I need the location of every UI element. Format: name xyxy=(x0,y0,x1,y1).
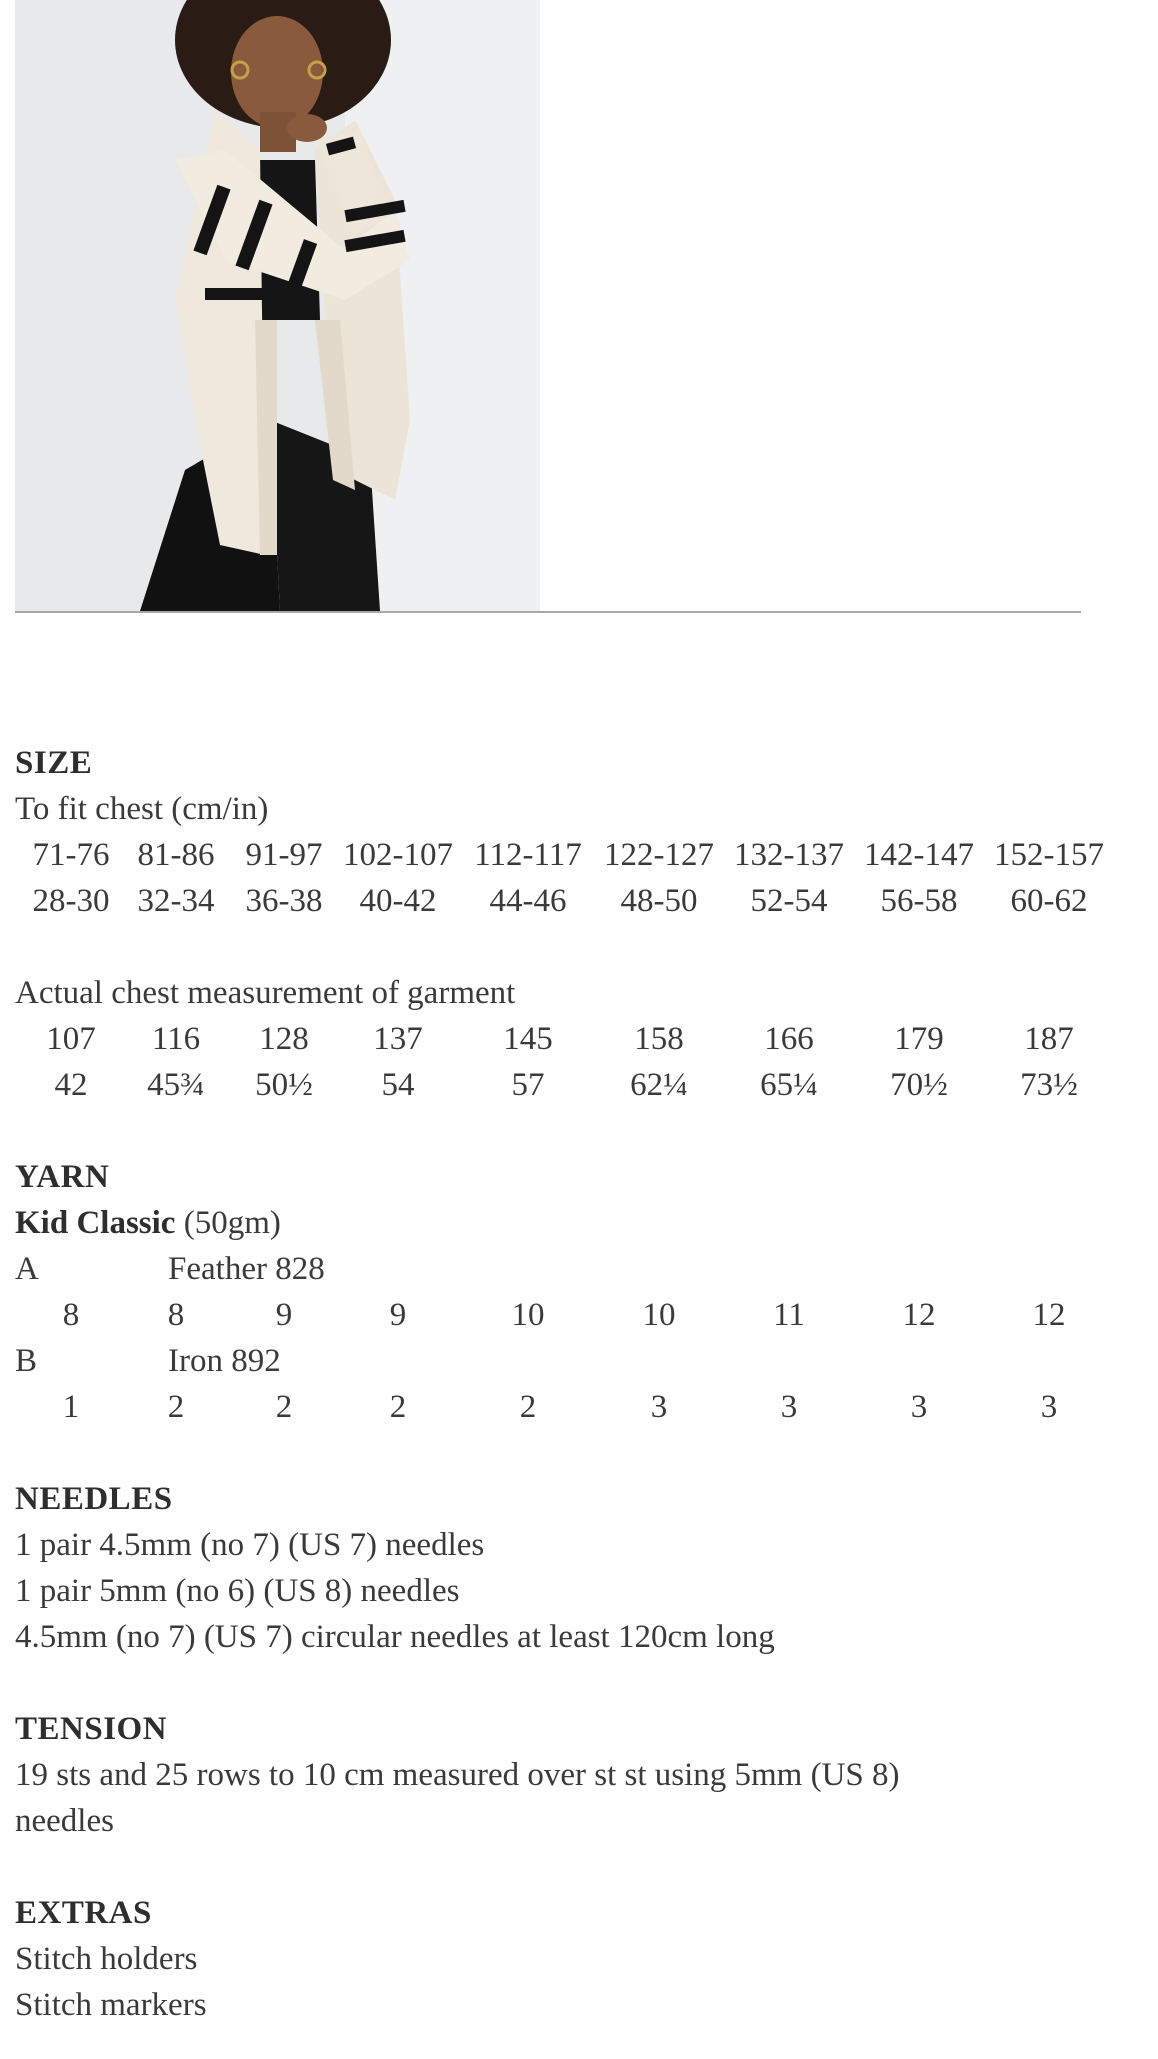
measurement-cell: 45¾ xyxy=(147,1067,205,1103)
measurement-cell: 73½ xyxy=(1020,1067,1078,1103)
measurement-cell: 42 xyxy=(54,1067,88,1103)
ball-count-cell: 11 xyxy=(773,1297,805,1333)
measurement-cell: 62¼ xyxy=(630,1067,688,1103)
actual-cm-row xyxy=(15,1016,1135,1062)
size-cell: 48-50 xyxy=(620,883,698,919)
extras-item: Stitch markers xyxy=(15,1987,207,2023)
ball-count-cell: 8 xyxy=(167,1297,185,1333)
yarn-a-balls-row xyxy=(15,1292,1135,1338)
size-cell: 40-42 xyxy=(359,883,437,919)
colour-shade: Feather 828 xyxy=(168,1251,325,1287)
size-cell: 132-137 xyxy=(734,837,844,873)
measurement-cell: 107 xyxy=(46,1021,96,1057)
size-cell: 60-62 xyxy=(1010,883,1088,919)
yarn-colour-b xyxy=(15,1338,1135,1384)
size-heading: SIZE xyxy=(15,745,93,781)
pattern-info xyxy=(15,740,1135,2028)
chest-label: To fit chest (cm/in) xyxy=(15,791,269,827)
tension-heading: TENSION xyxy=(15,1711,168,1747)
needle-item: 1 pair 4.5mm (no 7) (US 7) needles xyxy=(15,1527,485,1563)
ball-count-cell: 2 xyxy=(519,1389,537,1425)
measurement-cell: 116 xyxy=(151,1021,201,1057)
yarn-name: Kid Classic xyxy=(15,1205,176,1241)
measurement-cell: 158 xyxy=(634,1021,684,1057)
size-cell: 28-30 xyxy=(32,883,110,919)
size-cell: 71-76 xyxy=(32,837,110,873)
measurement-cell: 50½ xyxy=(255,1067,313,1103)
ball-count-cell: 1 xyxy=(62,1389,80,1425)
size-cell: 44-46 xyxy=(489,883,567,919)
ball-count-cell: 8 xyxy=(62,1297,80,1333)
model-wearing-striped-cardigan-illustration xyxy=(15,0,540,611)
measurement-cell: 57 xyxy=(511,1067,545,1103)
ball-count-cell: 2 xyxy=(389,1389,407,1425)
ball-count-cell: 10 xyxy=(642,1297,676,1333)
ball-count-cell: 3 xyxy=(910,1389,928,1425)
size-cell: 112-117 xyxy=(474,837,582,873)
size-cell: 36-38 xyxy=(245,883,323,919)
measurement-cell: 137 xyxy=(373,1021,423,1057)
extras-item: Stitch holders xyxy=(15,1941,198,1977)
yarn-colour-a xyxy=(15,1246,1135,1292)
size-cell: 142-147 xyxy=(864,837,974,873)
measurement-cell: 145 xyxy=(503,1021,553,1057)
measurement-cell: 70½ xyxy=(890,1067,948,1103)
needle-item: 1 pair 5mm (no 6) (US 8) needles xyxy=(15,1573,460,1609)
ball-count-cell: 3 xyxy=(780,1389,798,1425)
measurement-cell: 179 xyxy=(894,1021,944,1057)
size-cell: 122-127 xyxy=(604,837,714,873)
chest-cm-row xyxy=(15,832,1135,878)
needle-item: 4.5mm (no 7) (US 7) circular needles at least 120cm long xyxy=(15,1619,775,1655)
ball-count-cell: 2 xyxy=(167,1389,185,1425)
needles-heading: NEEDLES xyxy=(15,1481,173,1517)
actual-in-row xyxy=(15,1062,1135,1108)
colour-code: A xyxy=(15,1251,39,1287)
measurement-cell: 166 xyxy=(764,1021,814,1057)
garment-photo xyxy=(15,0,540,611)
ball-count-cell: 3 xyxy=(1040,1389,1058,1425)
measurement-cell: 187 xyxy=(1024,1021,1074,1057)
yarn-weight: (50gm) xyxy=(183,1205,281,1241)
ball-count-cell: 2 xyxy=(275,1389,293,1425)
ball-count-cell: 3 xyxy=(650,1389,668,1425)
ball-count-cell: 10 xyxy=(511,1297,545,1333)
divider-rule xyxy=(15,611,1081,613)
ball-count-cell: 12 xyxy=(1032,1297,1066,1333)
ball-count-cell: 12 xyxy=(902,1297,936,1333)
size-cell: 152-157 xyxy=(994,837,1104,873)
yarn-heading: YARN xyxy=(15,1159,110,1195)
size-cell: 91-97 xyxy=(245,837,323,873)
size-cell: 52-54 xyxy=(750,883,828,919)
size-cell: 81-86 xyxy=(137,837,215,873)
yarn-name-line xyxy=(15,1200,1135,1246)
tension-text: 19 sts and 25 rows to 10 cm measured over st st using 5mm (US 8) xyxy=(15,1757,900,1793)
ball-count-cell: 9 xyxy=(389,1297,407,1333)
size-cell: 102-107 xyxy=(343,837,453,873)
measurement-cell: 65¼ xyxy=(760,1067,818,1103)
yarn-b-balls-row xyxy=(15,1384,1135,1430)
measurement-cell: 128 xyxy=(259,1021,309,1057)
ball-count-cell: 9 xyxy=(275,1297,293,1333)
size-cell: 56-58 xyxy=(880,883,958,919)
size-cell: 32-34 xyxy=(137,883,215,919)
colour-shade: Iron 892 xyxy=(168,1343,281,1379)
actual-chest-label: Actual chest measurement of garment xyxy=(15,975,516,1011)
measurement-cell: 54 xyxy=(381,1067,415,1103)
extras-heading: EXTRAS xyxy=(15,1895,152,1931)
colour-code: B xyxy=(15,1343,38,1379)
tension-text: needles xyxy=(15,1803,114,1839)
chest-in-row xyxy=(15,878,1135,924)
